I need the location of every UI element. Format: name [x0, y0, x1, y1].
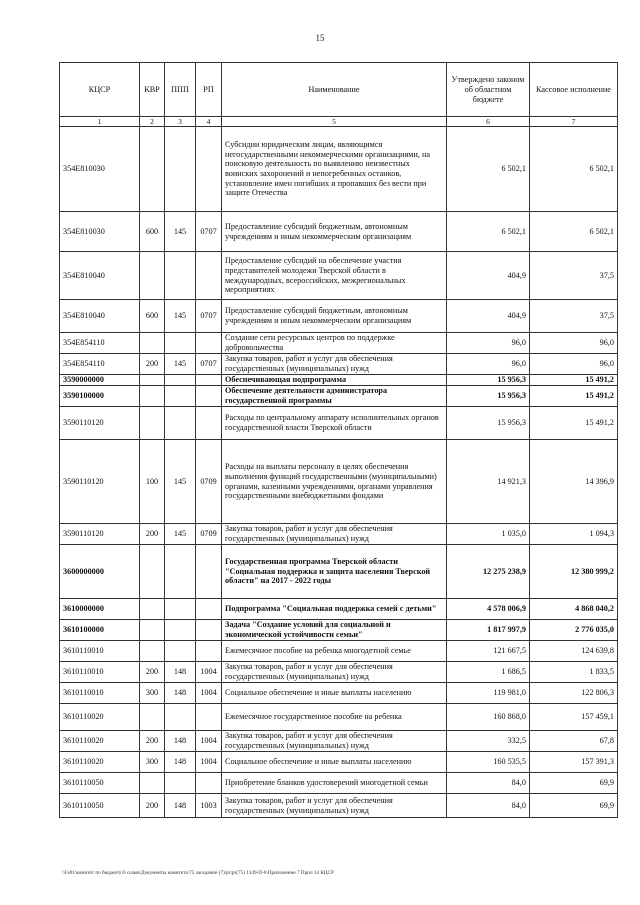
budget-execution-table	[59, 62, 618, 818]
executed-amount-cell: 157 459,1	[530, 704, 618, 731]
column-number: 1	[60, 117, 140, 127]
ppp-cell: 148	[165, 662, 196, 683]
executed-amount-cell: 1 833,5	[530, 662, 618, 683]
executed-amount-cell: 15 491,2	[530, 386, 618, 407]
kvr-cell: 300	[140, 683, 165, 704]
executed-amount-cell: 96,0	[530, 354, 618, 375]
rp-cell	[196, 127, 222, 212]
name-cell: Ежемесячное государственное пособие на ребенка	[222, 704, 447, 731]
approved-amount-cell: 1 035,0	[447, 524, 530, 545]
kvr-cell	[140, 127, 165, 212]
table-row	[60, 641, 618, 662]
ppp-cell: 145	[165, 354, 196, 375]
rp-cell: 1004	[196, 731, 222, 752]
name-cell: Социальное обеспечение и иные выплаты населению	[222, 752, 447, 773]
table-row	[60, 773, 618, 794]
kvr-cell: 200	[140, 354, 165, 375]
name-cell: Предоставление субсидий на обеспечение участия представителей молодежи Тверской области в международных, всероссийских, межрегиональных мероприятиях	[222, 252, 447, 300]
rp-cell: 0709	[196, 440, 222, 524]
kvr-cell	[140, 641, 165, 662]
kvr-cell: 200	[140, 731, 165, 752]
kcsr-cell: 3610110010	[60, 641, 140, 662]
header-kcsr: КЦСР	[60, 63, 140, 117]
name-cell: Государственная программа Тверской области "Социальная поддержка и защита населения Тверской области" на 2017 - 2022 годы	[222, 545, 447, 599]
rp-cell	[196, 641, 222, 662]
column-number: 6	[447, 117, 530, 127]
name-cell: Субсидии юридическим лицам, являющимся негосударственными некоммерческими организациями, на поисковую деятельность по выявлению неизвестных воинских захоронений и непогребенных останков, установление имен погибших и пропавших без вести при защите Отечества	[222, 127, 447, 212]
header-executed: Кассовое исполнение	[530, 63, 618, 117]
executed-amount-cell: 4 868 040,2	[530, 599, 618, 620]
executed-amount-cell: 6 502,1	[530, 212, 618, 252]
kvr-cell: 200	[140, 662, 165, 683]
kcsr-cell: 354E810030	[60, 127, 140, 212]
name-cell: Предоставление субсидий бюджетным, автономным учреждениям и иным некоммерческим организациям	[222, 212, 447, 252]
approved-amount-cell: 404,9	[447, 300, 530, 333]
name-cell: Приобретение бланков удостоверений многодетной семьи	[222, 773, 447, 794]
column-number: 2	[140, 117, 165, 127]
kvr-cell	[140, 375, 165, 386]
rp-cell: 1004	[196, 683, 222, 704]
table-row	[60, 731, 618, 752]
approved-amount-cell: 6 502,1	[447, 212, 530, 252]
header-approved: Утверждено законом об областном бюджете	[447, 63, 530, 117]
kcsr-cell: 3610000000	[60, 599, 140, 620]
kvr-cell: 200	[140, 794, 165, 818]
executed-amount-cell: 122 806,3	[530, 683, 618, 704]
table-body	[60, 127, 618, 818]
executed-amount-cell: 15 491,2	[530, 407, 618, 440]
ppp-cell	[165, 773, 196, 794]
approved-amount-cell: 14 921,3	[447, 440, 530, 524]
approved-amount-cell: 84,0	[447, 794, 530, 818]
header-ppp: ППП	[165, 63, 196, 117]
executed-amount-cell: 2 776 035,0	[530, 620, 618, 641]
rp-cell	[196, 252, 222, 300]
header-name: Наименование	[222, 63, 447, 117]
executed-amount-cell: 37,5	[530, 252, 618, 300]
column-number: 3	[165, 117, 196, 127]
name-cell: Закупка товаров, работ и услуг для обеспечения государственных (муниципальных) нужд	[222, 524, 447, 545]
table-row	[60, 662, 618, 683]
table-row	[60, 333, 618, 354]
rp-cell	[196, 386, 222, 407]
rp-cell	[196, 407, 222, 440]
name-cell: Создание сети ресурсных центров по поддержке добровольчества	[222, 333, 447, 354]
kcsr-cell: 3590110120	[60, 440, 140, 524]
approved-amount-cell: 160 535,5	[447, 752, 530, 773]
ppp-cell: 145	[165, 440, 196, 524]
ppp-cell: 145	[165, 212, 196, 252]
table-row	[60, 752, 618, 773]
table-row	[60, 212, 618, 252]
table-row	[60, 704, 618, 731]
name-cell: Предоставление субсидий бюджетным, автономным учреждениям и иным некоммерческим организациям	[222, 300, 447, 333]
header-kvr: КВР	[140, 63, 165, 117]
rp-cell: 1003	[196, 794, 222, 818]
approved-amount-cell: 84,0	[447, 773, 530, 794]
approved-amount-cell: 332,5	[447, 731, 530, 752]
rp-cell	[196, 773, 222, 794]
approved-amount-cell: 96,0	[447, 333, 530, 354]
approved-amount-cell: 12 275 238,9	[447, 545, 530, 599]
kvr-cell	[140, 386, 165, 407]
approved-amount-cell: 119 981,0	[447, 683, 530, 704]
kcsr-cell: 354E854110	[60, 333, 140, 354]
rp-cell: 0707	[196, 300, 222, 333]
executed-amount-cell: 69,9	[530, 794, 618, 818]
kcsr-cell: 3590110120	[60, 407, 140, 440]
kvr-cell	[140, 620, 165, 641]
table-row	[60, 794, 618, 818]
approved-amount-cell: 15 956,3	[447, 375, 530, 386]
table-row	[60, 252, 618, 300]
footer-file-path: \\Fs01\комитет по бюджету\6 созыв\Документы комитета\75 заседание (7)\pr\pr(75) 1349-П-6\Приложение 7 Прил 14 КЦСР	[62, 870, 334, 876]
rp-cell	[196, 704, 222, 731]
name-cell: Расходы по центральному аппарату исполнительных органов государственной власти Тверской области	[222, 407, 447, 440]
kvr-cell	[140, 704, 165, 731]
kcsr-cell: 3610110010	[60, 662, 140, 683]
kcsr-cell: 3610100000	[60, 620, 140, 641]
kvr-cell: 100	[140, 440, 165, 524]
name-cell: Расходы на выплаты персоналу в целях обеспечения выполнения функций государственными (муниципальными) органами, казенными учреждениями, органами управления государственными внебюджетными фондами	[222, 440, 447, 524]
rp-cell	[196, 375, 222, 386]
kcsr-cell: 3590100000	[60, 386, 140, 407]
column-number-row	[60, 117, 618, 127]
executed-amount-cell: 96,0	[530, 333, 618, 354]
rp-cell	[196, 545, 222, 599]
kvr-cell	[140, 773, 165, 794]
approved-amount-cell: 15 956,3	[447, 386, 530, 407]
ppp-cell	[165, 704, 196, 731]
name-cell: Обеспечение деятельности администратора государственной программы	[222, 386, 447, 407]
name-cell: Закупка товаров, работ и услуг для обеспечения государственных (муниципальных) нужд	[222, 354, 447, 375]
kcsr-cell: 3610110020	[60, 752, 140, 773]
approved-amount-cell: 96,0	[447, 354, 530, 375]
approved-amount-cell: 404,9	[447, 252, 530, 300]
approved-amount-cell: 6 502,1	[447, 127, 530, 212]
table-row	[60, 620, 618, 641]
kvr-cell	[140, 407, 165, 440]
executed-amount-cell: 69,9	[530, 773, 618, 794]
approved-amount-cell: 15 956,3	[447, 407, 530, 440]
ppp-cell	[165, 545, 196, 599]
approved-amount-cell: 121 667,5	[447, 641, 530, 662]
rp-cell: 0707	[196, 212, 222, 252]
executed-amount-cell: 1 094,3	[530, 524, 618, 545]
executed-amount-cell: 14 396,9	[530, 440, 618, 524]
rp-cell	[196, 620, 222, 641]
name-cell: Задача "Создание условий для социальной и экономической устойчивости семьи"	[222, 620, 447, 641]
executed-amount-cell: 67,8	[530, 731, 618, 752]
page-number: 15	[315, 33, 325, 43]
ppp-cell: 148	[165, 752, 196, 773]
kvr-cell	[140, 545, 165, 599]
kcsr-cell: 3590000000	[60, 375, 140, 386]
executed-amount-cell: 15 491,2	[530, 375, 618, 386]
approved-amount-cell: 1 686,5	[447, 662, 530, 683]
kvr-cell	[140, 599, 165, 620]
column-number: 5	[222, 117, 447, 127]
kcsr-cell: 3610110050	[60, 794, 140, 818]
table-row	[60, 300, 618, 333]
kvr-cell	[140, 252, 165, 300]
executed-amount-cell: 124 639,8	[530, 641, 618, 662]
column-number: 4	[196, 117, 222, 127]
table-row	[60, 407, 618, 440]
kcsr-cell: 354E854110	[60, 354, 140, 375]
name-cell: Подпрограмма "Социальная поддержка семей с детьми"	[222, 599, 447, 620]
ppp-cell	[165, 641, 196, 662]
kvr-cell: 600	[140, 300, 165, 333]
kcsr-cell: 3600000000	[60, 545, 140, 599]
ppp-cell	[165, 127, 196, 212]
kvr-cell: 200	[140, 524, 165, 545]
rp-cell	[196, 333, 222, 354]
rp-cell: 1004	[196, 752, 222, 773]
table-row	[60, 440, 618, 524]
table-row	[60, 375, 618, 386]
name-cell: Социальное обеспечение и иные выплаты населению	[222, 683, 447, 704]
ppp-cell: 148	[165, 731, 196, 752]
rp-cell: 1004	[196, 662, 222, 683]
kvr-cell	[140, 333, 165, 354]
approved-amount-cell: 4 578 006,9	[447, 599, 530, 620]
name-cell: Закупка товаров, работ и услуг для обеспечения государственных (муниципальных) нужд	[222, 794, 447, 818]
kcsr-cell: 3590110120	[60, 524, 140, 545]
ppp-cell	[165, 252, 196, 300]
ppp-cell	[165, 375, 196, 386]
kcsr-cell: 3610110020	[60, 731, 140, 752]
table-row	[60, 386, 618, 407]
table-row	[60, 524, 618, 545]
table-row	[60, 683, 618, 704]
executed-amount-cell: 37,5	[530, 300, 618, 333]
kvr-cell: 600	[140, 212, 165, 252]
ppp-cell	[165, 407, 196, 440]
approved-amount-cell: 160 868,0	[447, 704, 530, 731]
kvr-cell: 300	[140, 752, 165, 773]
executed-amount-cell: 12 380 999,2	[530, 545, 618, 599]
name-cell: Закупка товаров, работ и услуг для обеспечения государственных (муниципальных) нужд	[222, 662, 447, 683]
kcsr-cell: 354E810030	[60, 212, 140, 252]
table-row	[60, 599, 618, 620]
kcsr-cell: 3610110050	[60, 773, 140, 794]
name-cell: Обеспечивающая подпрограмма	[222, 375, 447, 386]
table-row	[60, 354, 618, 375]
header-rp: РП	[196, 63, 222, 117]
ppp-cell: 145	[165, 300, 196, 333]
table-header-row	[60, 63, 618, 117]
ppp-cell: 148	[165, 794, 196, 818]
rp-cell	[196, 599, 222, 620]
kcsr-cell: 3610110020	[60, 704, 140, 731]
executed-amount-cell: 157 391,3	[530, 752, 618, 773]
ppp-cell: 148	[165, 683, 196, 704]
table-row	[60, 127, 618, 212]
rp-cell: 0707	[196, 354, 222, 375]
table-row	[60, 545, 618, 599]
kcsr-cell: 354E810040	[60, 300, 140, 333]
name-cell: Закупка товаров, работ и услуг для обеспечения государственных (муниципальных) нужд	[222, 731, 447, 752]
rp-cell: 0709	[196, 524, 222, 545]
ppp-cell	[165, 620, 196, 641]
column-number: 7	[530, 117, 618, 127]
ppp-cell	[165, 386, 196, 407]
ppp-cell	[165, 599, 196, 620]
kcsr-cell: 3610110010	[60, 683, 140, 704]
approved-amount-cell: 1 817 997,9	[447, 620, 530, 641]
ppp-cell: 145	[165, 524, 196, 545]
kcsr-cell: 354E810040	[60, 252, 140, 300]
ppp-cell	[165, 333, 196, 354]
name-cell: Ежемесячное пособие на ребенка многодетной семье	[222, 641, 447, 662]
executed-amount-cell: 6 502,1	[530, 127, 618, 212]
